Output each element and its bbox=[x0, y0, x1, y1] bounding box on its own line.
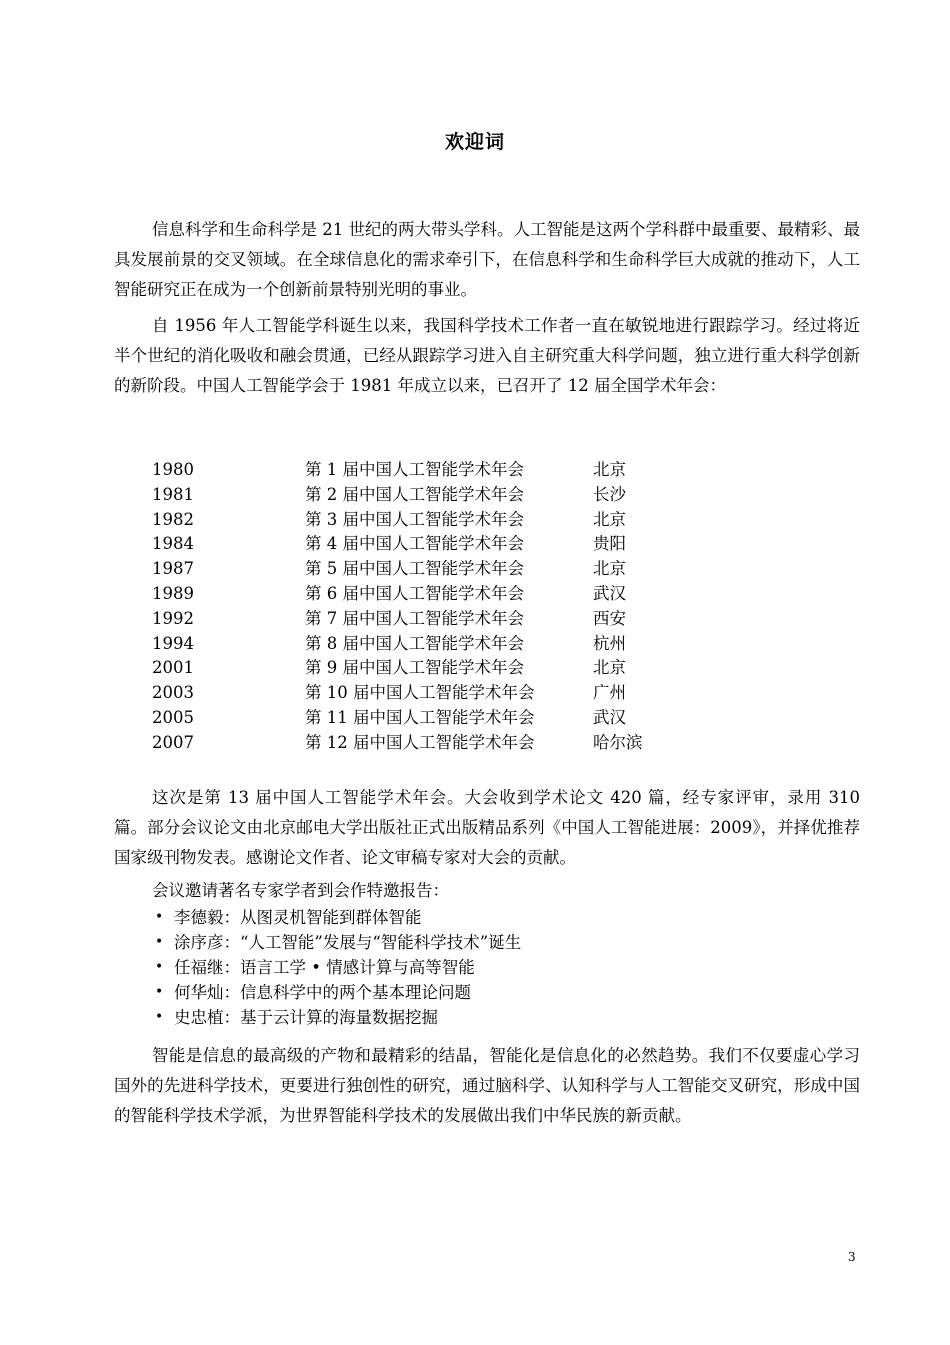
closing-paragraph: 智能是信息的最高级的产物和最精彩的结晶，智能化是信息化的必然趋势。我们不仅要虚心学习国外的先进科学技术，更要进行独创性的研究，通过脑科学、认知科学与人工智能交叉研究，形成中国的智能科学技术学派，为世界智能科学技术的发展做出我们中华民族的新贡献。 bbox=[114, 1046, 860, 1125]
congress-year: 2007 bbox=[152, 732, 194, 752]
congress-city: 武汉 bbox=[593, 583, 626, 603]
invite-intro: 会议邀请著名专家学者到会作特邀报告： bbox=[152, 881, 449, 900]
talk-text: 任福继：语言工学 • 情感计算与高等智能 bbox=[174, 958, 475, 977]
congress-row bbox=[152, 532, 672, 557]
congress-city: 广州 bbox=[593, 683, 626, 703]
congress-row bbox=[152, 656, 672, 681]
congress-row bbox=[152, 632, 672, 657]
congress-year: 1989 bbox=[152, 583, 194, 603]
talk-text: 史忠植：基于云计算的海量数据挖掘 bbox=[174, 1008, 438, 1027]
congress-list bbox=[152, 458, 672, 756]
congress-name: 第 3 届中国人工智能学术年会 bbox=[305, 509, 524, 529]
congress-name: 第 10 届中国人工智能学术年会 bbox=[305, 683, 535, 703]
congress-year: 1994 bbox=[152, 633, 194, 653]
list-item bbox=[155, 1005, 521, 1030]
congress-name: 第 1 届中国人工智能学术年会 bbox=[305, 460, 524, 479]
congress-name: 第 2 届中国人工智能学术年会 bbox=[305, 484, 524, 504]
congress-name: 第 12 届中国人工智能学术年会 bbox=[305, 732, 535, 752]
congress-year: 1982 bbox=[152, 509, 194, 529]
congress-year: 1980 bbox=[152, 460, 194, 479]
congress-year: 1984 bbox=[152, 534, 194, 554]
congress-year: 1987 bbox=[152, 559, 194, 579]
congress-year: 1981 bbox=[152, 484, 194, 504]
congress-row bbox=[152, 458, 672, 483]
congress-year: 2005 bbox=[152, 707, 194, 727]
bullet-icon: • bbox=[155, 959, 164, 975]
congress-row bbox=[152, 706, 672, 731]
list-item bbox=[155, 905, 521, 930]
congress-year: 1992 bbox=[152, 608, 194, 628]
bullet-icon: • bbox=[155, 934, 164, 950]
bullet-icon: • bbox=[155, 909, 164, 925]
congress-city: 杭州 bbox=[593, 633, 626, 653]
congress-city: 北京 bbox=[593, 658, 626, 678]
congress-name: 第 4 届中国人工智能学术年会 bbox=[305, 534, 524, 554]
congress-city: 长沙 bbox=[593, 484, 626, 504]
congress-city: 西安 bbox=[593, 608, 626, 628]
invited-talks-list bbox=[155, 905, 521, 1030]
list-item bbox=[155, 980, 521, 1005]
congress-city: 贵阳 bbox=[593, 534, 626, 554]
congress-name: 第 9 届中国人工智能学术年会 bbox=[305, 658, 524, 678]
talk-text: 李德毅：从图灵机智能到群体智能 bbox=[174, 908, 422, 927]
congress-city: 北京 bbox=[593, 460, 626, 479]
congress-row bbox=[152, 681, 672, 706]
bullet-icon: • bbox=[155, 1009, 164, 1025]
congress-city: 北京 bbox=[593, 559, 626, 579]
page-title: 欢迎词 bbox=[444, 131, 505, 153]
intro-paragraph: 信息科学和生命科学是 21 世纪的两大带头学科。人工智能是这两个学科群中最重要、最精彩、最具发展前景的交叉领域。在全球信息化的需求牵引下，在信息科学和生命科学巨大成就的推动下，人工智能研究正在成为一个创新前景特别光明的事业。 bbox=[114, 220, 860, 299]
talk-text: 涂序彦：“人工智能”发展与“智能科学技术”诞生 bbox=[174, 933, 522, 952]
congress-city: 北京 bbox=[593, 509, 626, 529]
congress-name: 第 11 届中国人工智能学术年会 bbox=[305, 707, 535, 727]
congress-row bbox=[152, 582, 672, 607]
talk-text: 何华灿：信息科学中的两个基本理论问题 bbox=[174, 983, 471, 1002]
congress-year: 2003 bbox=[152, 683, 194, 703]
page-number: 3 bbox=[848, 1250, 856, 1264]
congress-name: 第 5 届中国人工智能学术年会 bbox=[305, 559, 524, 579]
congress-name: 第 6 届中国人工智能学术年会 bbox=[305, 583, 524, 603]
conference-paragraph: 这次是第 13 届中国人工智能学术年会。大会收到学术论文 420 篇，经专家评审，录用 310 篇。部分会议论文由北京邮电大学出版社正式出版精品系列《中国人工智能进展：2009》，并择优推荐国家级刊物发表。感谢论文作者、论文审稿专家对大会的贡献。 bbox=[114, 788, 860, 867]
congress-year: 2001 bbox=[152, 658, 194, 678]
bullet-icon: • bbox=[155, 984, 164, 1000]
congress-name: 第 8 届中国人工智能学术年会 bbox=[305, 633, 524, 653]
list-item bbox=[155, 955, 521, 980]
congress-row bbox=[152, 731, 672, 756]
congress-name: 第 7 届中国人工智能学术年会 bbox=[305, 608, 524, 628]
congress-row bbox=[152, 557, 672, 582]
congress-city: 哈尔滨 bbox=[593, 732, 643, 752]
list-item bbox=[155, 930, 521, 955]
congress-row bbox=[152, 508, 672, 533]
congress-row bbox=[152, 483, 672, 508]
congress-city: 武汉 bbox=[593, 707, 626, 727]
history-paragraph: 自 1956 年人工智能学科诞生以来，我国科学技术工作者一直在敏锐地进行跟踪学习。经过将近半个世纪的消化吸收和融会贯通，已经从跟踪学习进入自主研究重大科学问题，独立进行重大科学创新的新阶段。中国人工智能学会于 1981 年成立以来，已召开了 12 届全国学术年会： bbox=[114, 316, 860, 395]
congress-row bbox=[152, 607, 672, 632]
